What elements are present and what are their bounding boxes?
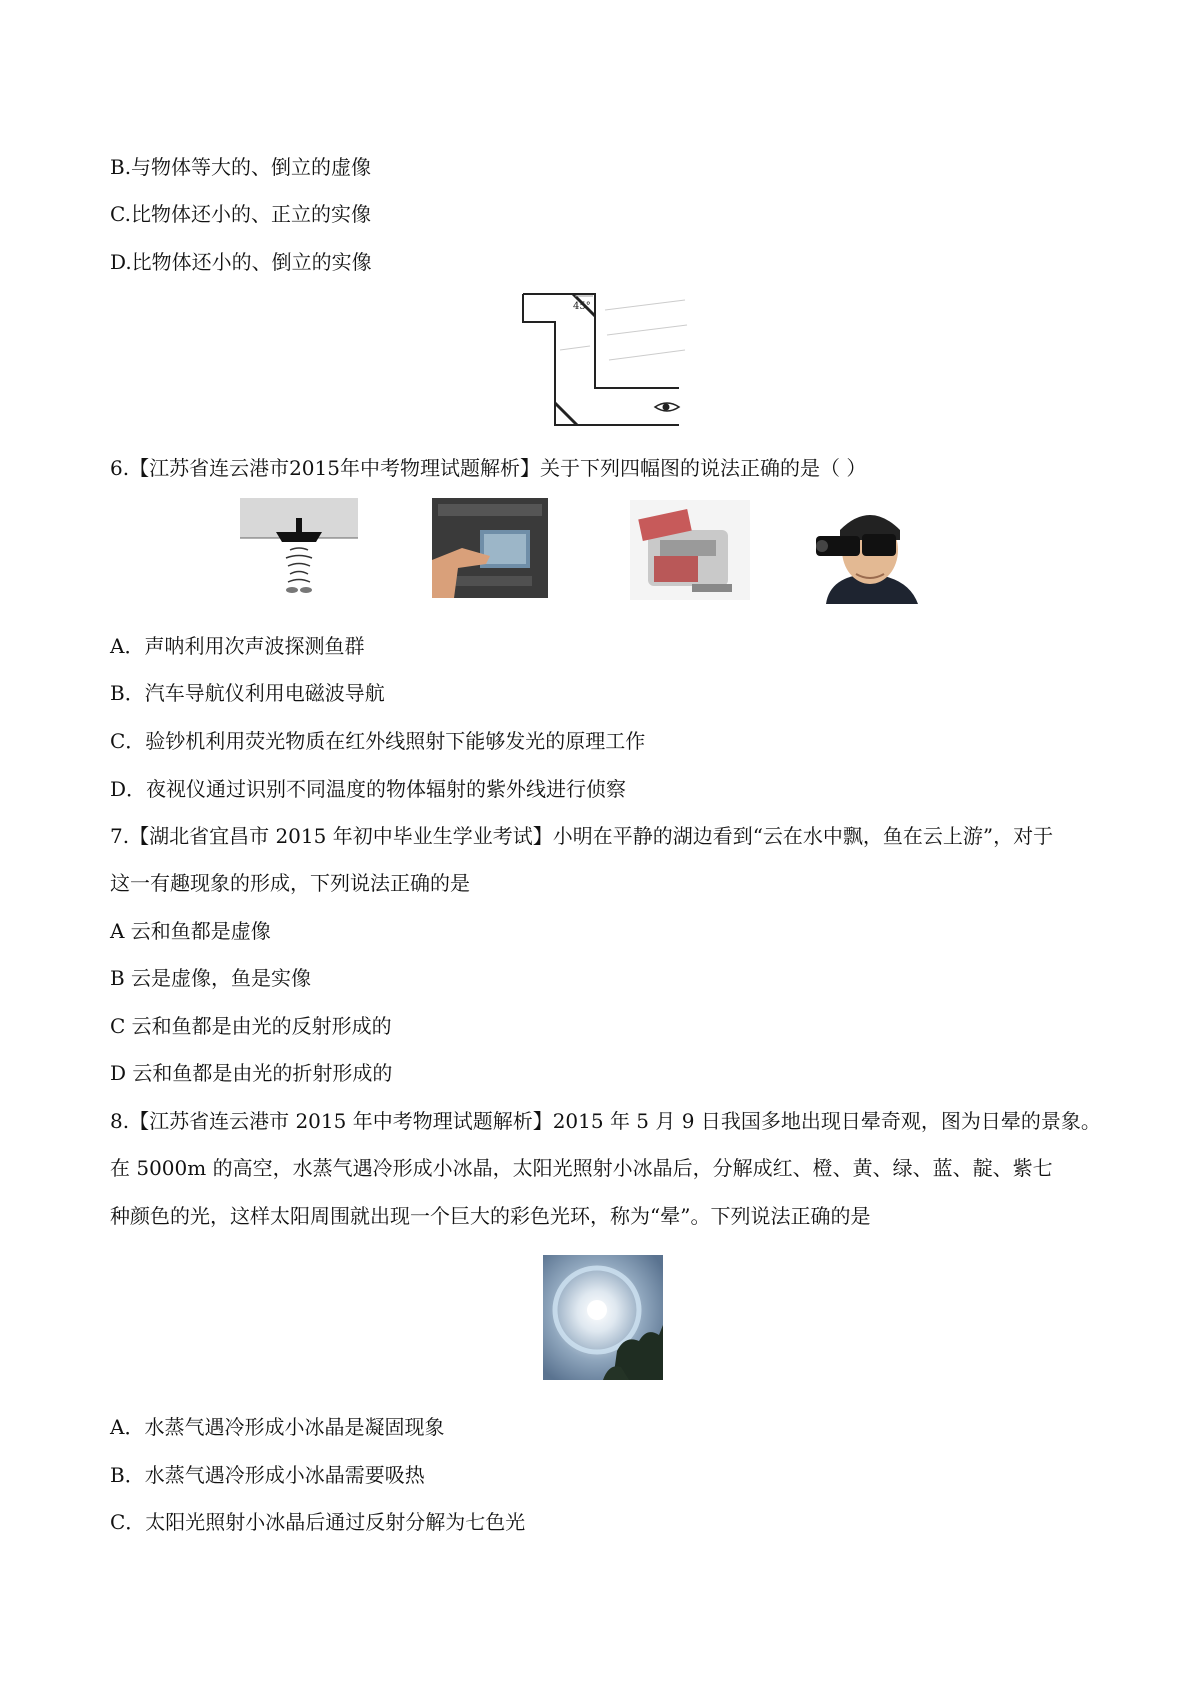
q7-option-c: C 云和鱼都是由光的反射形成的 bbox=[110, 1014, 392, 1038]
q7-option-b: B 云是虚像，鱼是实像 bbox=[110, 966, 312, 990]
q8-stem-line2: 在 5000m 的高空，水蒸气遇冷形成小冰晶，太阳光照射小冰晶后，分解成红、橙、黄、绿、蓝、靛、紫七 bbox=[110, 1156, 1053, 1180]
periscope-figure bbox=[515, 290, 695, 435]
q5-option-d: D.比物体还小的、倒立的实像 bbox=[110, 250, 372, 274]
q6-stem: 6.【江苏省连云港市2015年中考物理试题解析】关于下列四幅图的说法正确的是（ ） bbox=[110, 456, 867, 480]
q6-option-c: C．验钞机利用荧光物质在红外线照射下能够发光的原理工作 bbox=[110, 729, 646, 753]
q7-option-a: A 云和鱼都是虚像 bbox=[110, 919, 271, 943]
q7-stem-line1: 7.【湖北省宜昌市 2015 年初中毕业生学业考试】小明在平静的湖边看到“云在水中飘，鱼在云上游”，对于 bbox=[110, 824, 1054, 848]
q7-option-d: D 云和鱼都是由光的折射形成的 bbox=[110, 1061, 393, 1085]
q5-option-c: C.比物体还小的、正立的实像 bbox=[110, 202, 371, 226]
q8-option-c: C．太阳光照射小冰晶后通过反射分解为七色光 bbox=[110, 1510, 526, 1534]
q6-option-b: B．汽车导航仪利用电磁波导航 bbox=[110, 681, 385, 705]
sonar-image bbox=[240, 498, 358, 596]
q8-option-b: B．水蒸气遇冷形成小冰晶需要吸热 bbox=[110, 1463, 425, 1487]
q7-stem-line2: 这一有趣现象的形成，下列说法正确的是 bbox=[110, 871, 470, 895]
q8-stem-line3: 种颜色的光，这样太阳周围就出现一个巨大的彩色光环，称为“晕”。下列说法正确的是 bbox=[110, 1204, 871, 1228]
q8-stem-line1: 8.【江苏省连云港市 2015 年中考物理试题解析】2015 年 5 月 9 日我国多地出现日晕奇观，图为日晕的景象。 bbox=[110, 1109, 1101, 1133]
periscope-angle-label: 45° bbox=[573, 301, 591, 312]
money-counter-image bbox=[630, 500, 750, 600]
car-navigation-image bbox=[432, 498, 548, 598]
q6-option-a: A．声呐利用次声波探测鱼群 bbox=[110, 634, 365, 658]
q5-option-b: B.与物体等大的、倒立的虚像 bbox=[110, 155, 372, 179]
q6-option-d: D．夜视仪通过识别不同温度的物体辐射的紫外线进行侦察 bbox=[110, 777, 627, 801]
q8-option-a: A．水蒸气遇冷形成小冰晶是凝固现象 bbox=[110, 1415, 445, 1439]
night-vision-image bbox=[808, 500, 928, 604]
solar-halo-image bbox=[543, 1255, 663, 1380]
